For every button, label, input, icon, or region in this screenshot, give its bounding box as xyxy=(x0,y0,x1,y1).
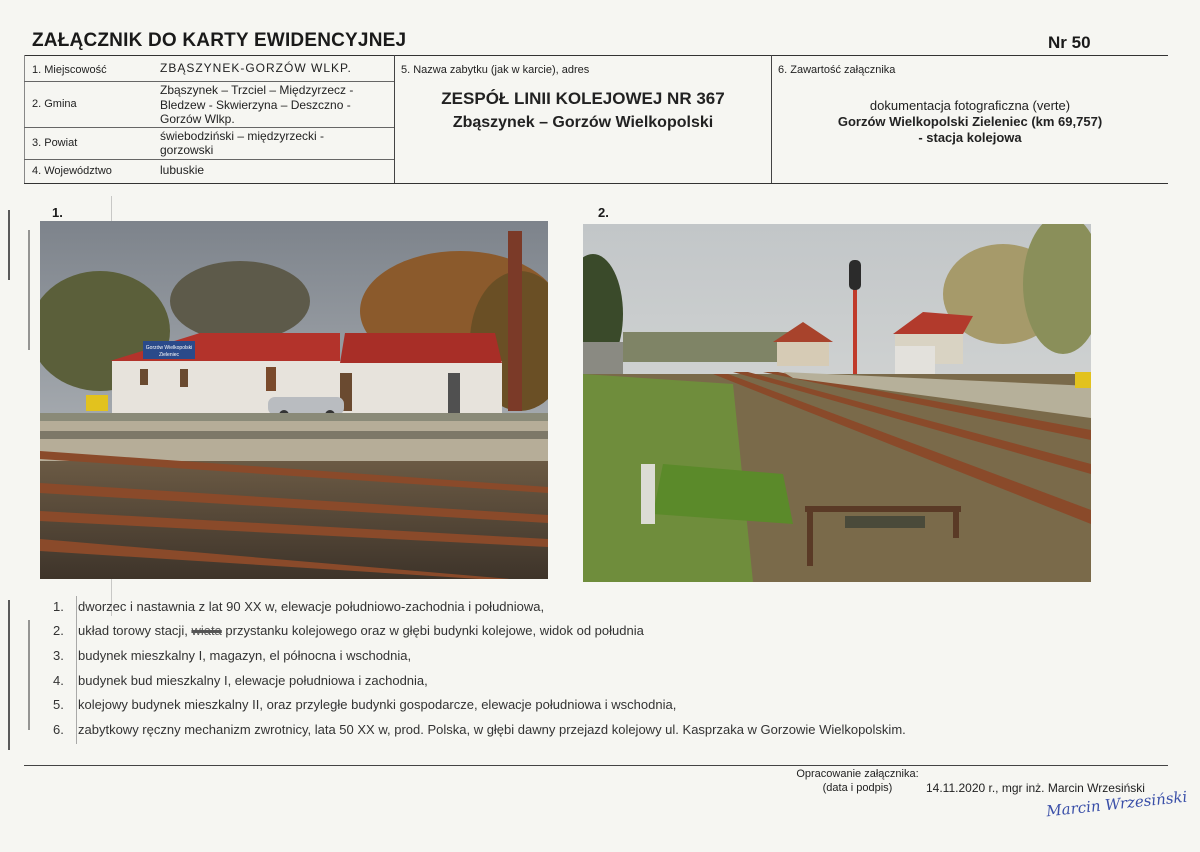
caption-number: 4. xyxy=(53,673,64,688)
caption-text-part: przystanku kolejowego oraz w głębi budynki kolejowe, widok od południa xyxy=(221,623,644,638)
photo-station-building-svg xyxy=(40,221,548,579)
gmina-value-1: Zbąszynek – Trzciel – Międzyrzecz - xyxy=(160,83,354,97)
photo-2-label: 2. xyxy=(598,205,609,220)
caption-number: 1. xyxy=(53,599,64,614)
powiat-value-1: świebodziński – międzyrzecki - xyxy=(160,129,325,143)
scan-artifact-mark xyxy=(28,230,30,350)
station-sign-line-2: Zieleniec xyxy=(158,352,180,358)
caption-text xyxy=(78,623,644,638)
miejscowosc-label: 1. Miejscowość xyxy=(32,64,107,76)
row-rule-2 xyxy=(24,127,394,128)
contents-line-2: Gorzów Wielkopolski Zieleniec (km 69,757) xyxy=(837,114,1103,129)
gmina-value-3: Gorzów Wlkp. xyxy=(160,112,235,126)
scan-artifact-mark xyxy=(8,600,10,750)
caption-struck-word: wiata xyxy=(191,623,222,638)
caption-text: zabytkowy ręczny mechanizm zwrotnicy, lata 50 XX w, prod. Polska, w głębi dawny przejazd kolejowy ul. Kasprzaka w Gorzowie Wielkopolskim. xyxy=(78,722,906,737)
left-border xyxy=(24,55,25,183)
contents-line-3: - stacja kolejowa xyxy=(918,130,1022,145)
photo-1-label: 1. xyxy=(52,205,63,220)
scan-artifact-mark xyxy=(8,210,10,280)
monument-label: 5. Nazwa zabytku (jak w karcie), adres xyxy=(401,64,590,76)
monument-route: Zbąszynek – Gorzów Wielkopolski xyxy=(452,114,714,131)
photo-track-layout xyxy=(583,224,1091,582)
header-top-rule xyxy=(24,55,1168,56)
powiat-value-2: gorzowski xyxy=(160,143,214,157)
photo-station-building xyxy=(40,221,548,579)
caption-text: dworzec i nastawnia z lat 90 XX w, elewacje południowo-zachodnia i południowa, xyxy=(78,599,545,614)
gmina-label: 2. Gmina xyxy=(32,98,77,110)
document-number: Nr 50 xyxy=(1048,33,1091,52)
caption-text: budynek mieszkalny I, magazyn, el północna i wschodnia, xyxy=(78,648,412,663)
contents-line-1: dokumentacja fotograficzna (verte) xyxy=(869,98,1071,113)
row-rule-3 xyxy=(24,159,394,160)
row-rule-1 xyxy=(24,81,394,82)
miejscowosc-value: ZBĄSZYNEK-GORZÓW WLKP. xyxy=(160,61,352,75)
prepared-label: Opracowanie załącznika: xyxy=(796,768,919,780)
gmina-value-2: Bledzew - Skwierzyna – Deszczno - xyxy=(160,98,351,112)
photo-track-layout-svg xyxy=(583,224,1091,582)
caption-text: kolejowy budynek mieszkalny II, oraz przyległe budynki gospodarcze, elewacje południowa i wschodnia, xyxy=(78,697,677,712)
caption-text: budynek bud mieszkalny I, elewacje południowa i zachodnia, xyxy=(78,673,428,688)
header-bottom-rule xyxy=(24,183,1168,184)
contents-label: 6. Zawartość załącznika xyxy=(778,64,896,76)
handwritten-signature: Marcin Wrzesiński xyxy=(1045,787,1189,821)
caption-number: 2. xyxy=(53,623,64,638)
caption-number: 5. xyxy=(53,697,64,712)
footer-rule xyxy=(24,765,1168,766)
prepared-value: 14.11.2020 r., mgr inż. Marcin Wrzesiński xyxy=(926,781,1145,795)
monument-name: ZESPÓŁ LINII KOLEJOWEJ NR 367 xyxy=(441,89,725,108)
prepared-sublabel: (data i podpis) xyxy=(822,782,893,794)
scan-artifact-line xyxy=(76,596,77,744)
document-title: ZAŁĄCZNIK DO KARTY EWIDENCYJNEJ xyxy=(32,30,407,51)
caption-number: 3. xyxy=(53,648,64,663)
caption-text-part: układ torowy stacji, xyxy=(78,623,192,638)
powiat-label: 3. Powiat xyxy=(32,137,78,149)
station-sign-line-1: Gorzów Wielkopolski xyxy=(145,345,193,351)
wojewodztwo-value: lubuskie xyxy=(160,163,205,177)
caption-number: 6. xyxy=(53,722,64,737)
wojewodztwo-label: 4. Województwo xyxy=(32,165,112,177)
scan-artifact-mark xyxy=(28,620,30,730)
